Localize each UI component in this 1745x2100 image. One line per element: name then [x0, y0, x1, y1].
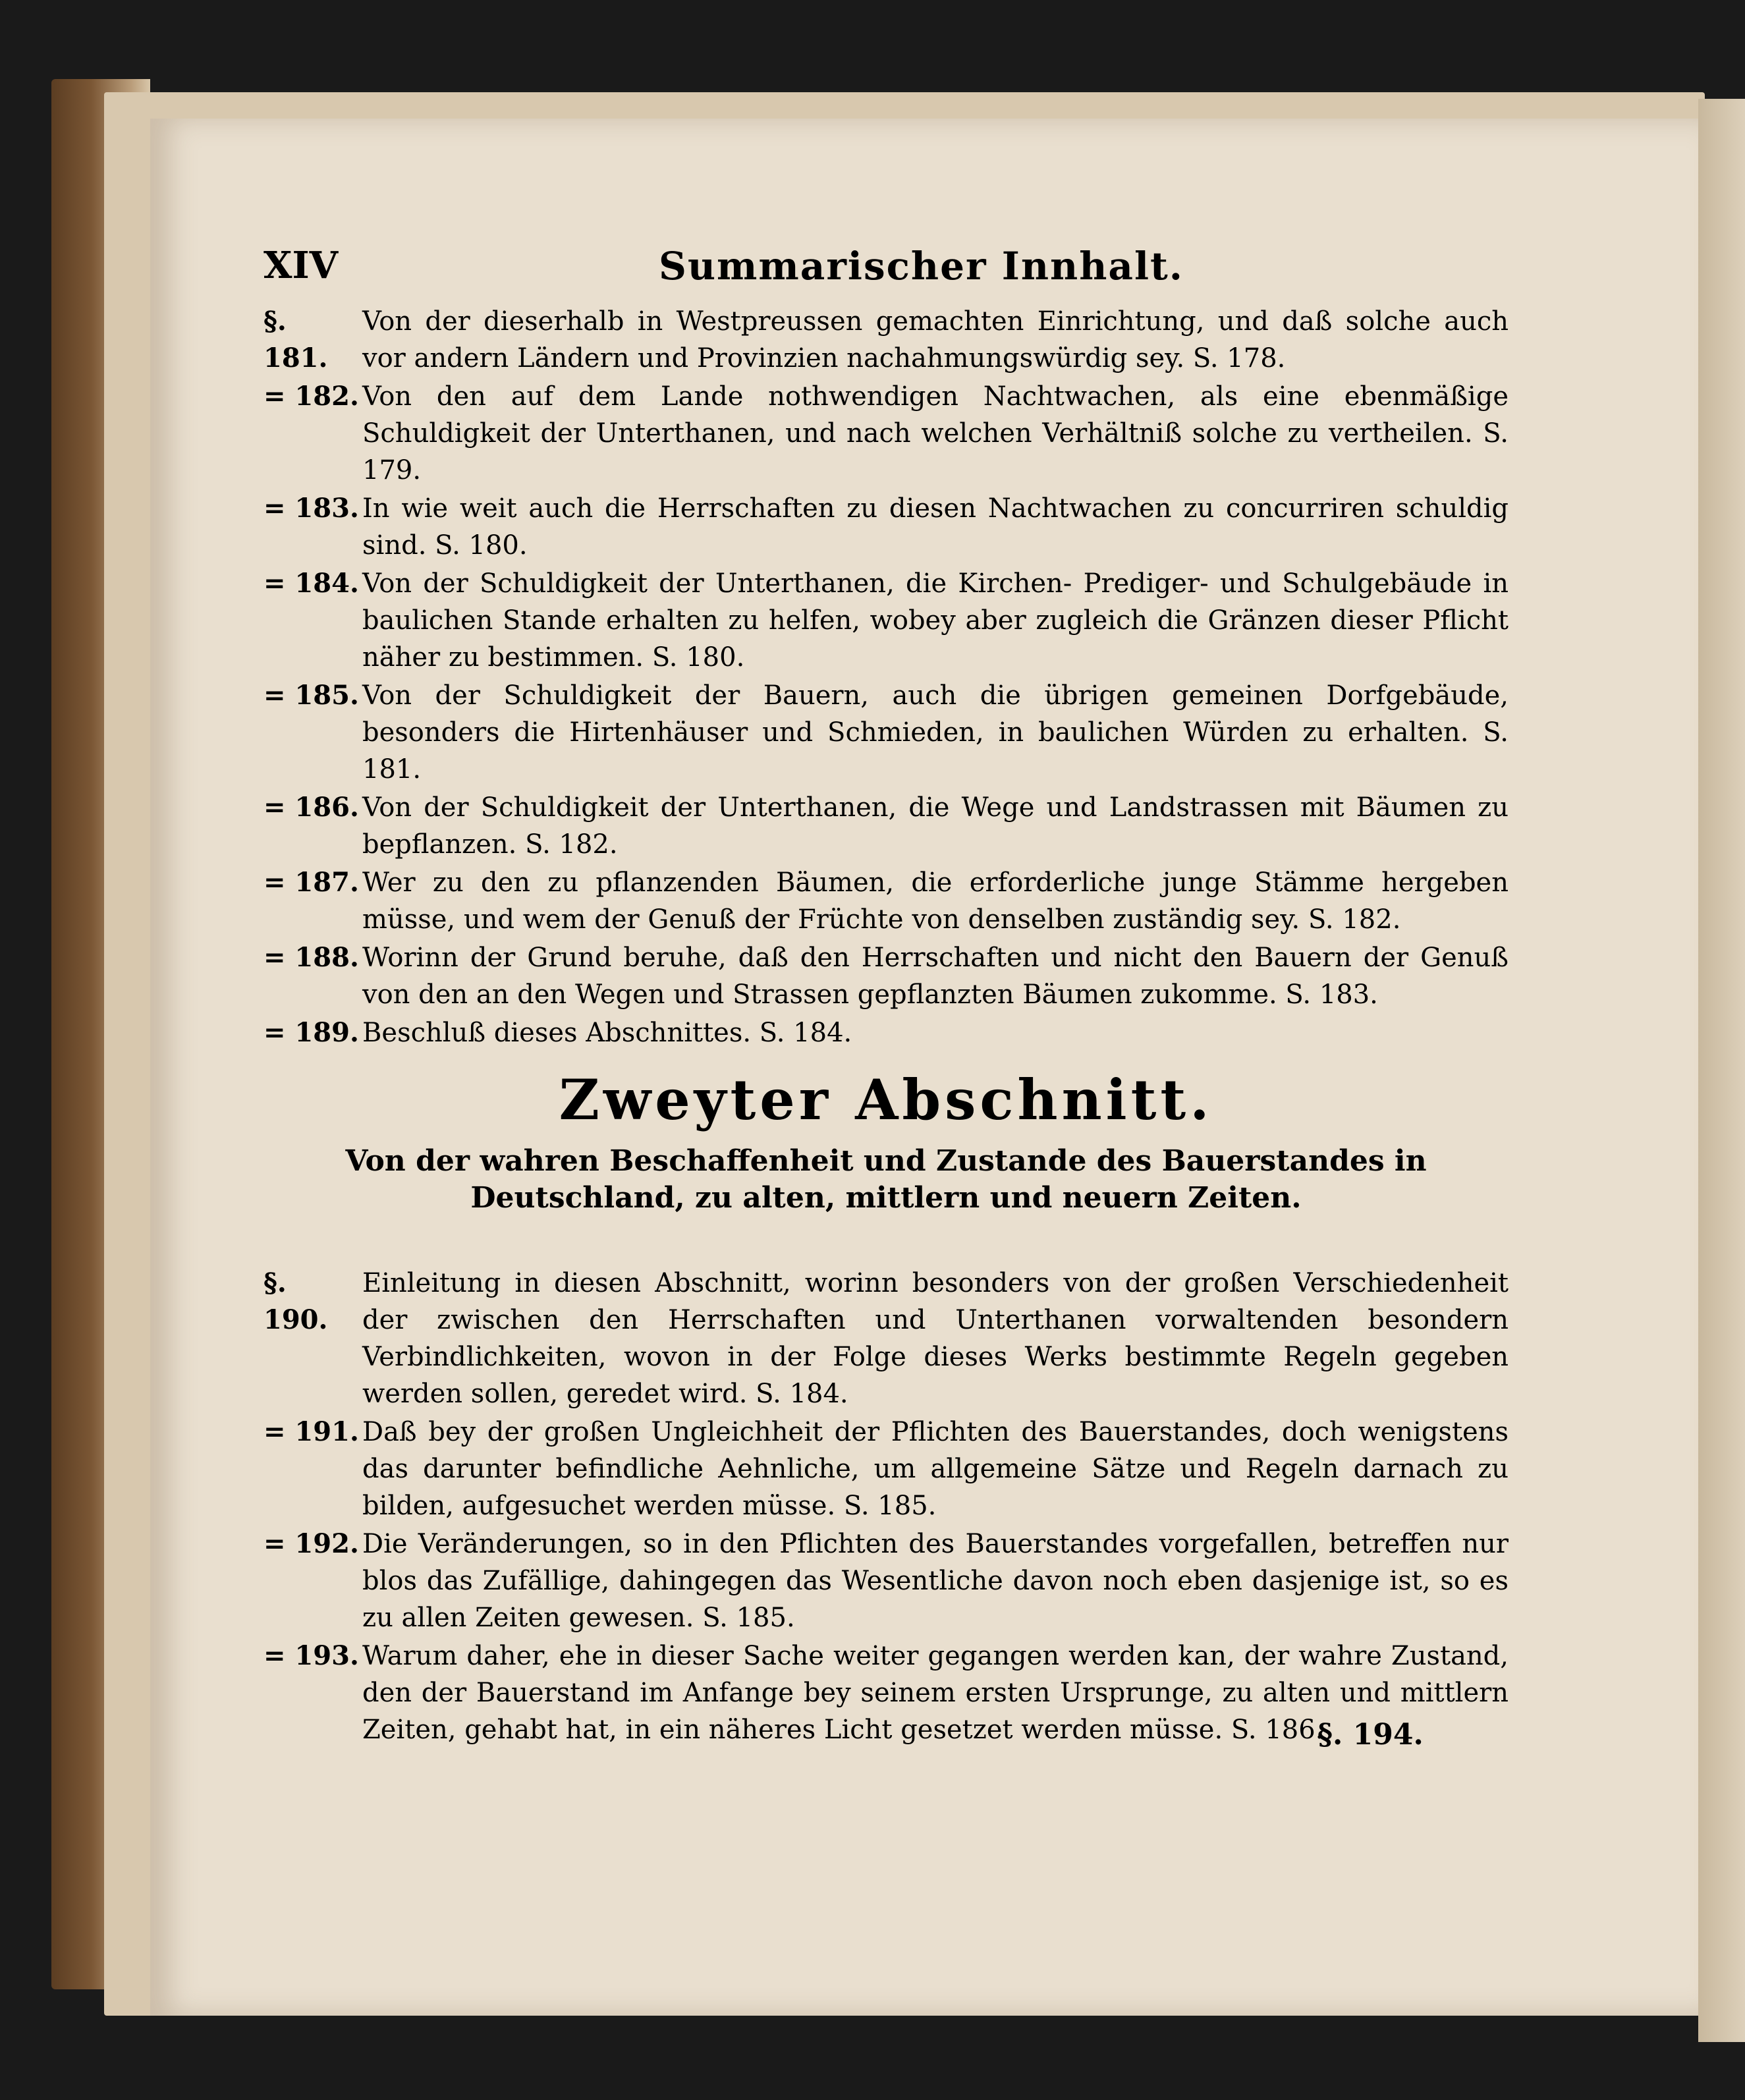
toc-entry: [263, 303, 1509, 377]
entry-text: Wer zu den zu pflanzenden Bäumen, die erforderliche junge Stämme hergeben müsse, und wem der Genuß der Früchte von denselben zuständig sey. S. 182.: [362, 868, 1509, 935]
entry-number: = 185.: [263, 680, 359, 711]
entry-number: = 183.: [263, 493, 359, 524]
entry-number: = 186.: [263, 792, 359, 823]
toc-entry: [263, 1414, 1509, 1524]
toc-entry: [263, 864, 1509, 938]
entry-number: = 193.: [263, 1640, 359, 1671]
entry-text: Daß bey der großen Ungleichheit der Pflichten des Bauerstandes, doch wenigstens das darunter befindliche Aehnliche, um allgemeine Sätze und Regeln darnach zu bilden, aufgesuchet werden müsse. S. 185.: [362, 1417, 1509, 1521]
running-title: Summarischer Innhalt.: [659, 244, 1184, 289]
entry-text: Beschluß dieses Abschnittes. S. 184.: [362, 1018, 852, 1048]
toc-entry: [263, 1526, 1509, 1636]
toc-entry: [263, 490, 1509, 564]
catchword: §. 194.: [1317, 1718, 1424, 1752]
entry-number: = 187.: [263, 867, 359, 898]
entry-text: Von der Schuldigkeit der Bauern, auch die übrigen gemeinen Dorfgebäude, besonders die Hirtenhäuser und Schmieden, in baulichen Würden zu erhalten. S. 181.: [362, 680, 1509, 785]
toc-entry: [263, 378, 1509, 489]
toc-entry: [263, 789, 1509, 863]
entry-text: Von der Schuldigkeit der Unterthanen, die Kirchen- Prediger- und Schulgebäude in baulichen Stande erhalten zu helfen, wobey aber zugleich die Gränzen dieser Pflicht näher zu bestimmen. S. 180.: [362, 568, 1509, 673]
entry-text: Einleitung in diesen Abschnitt, worinn besonders von der großen Verschiedenheit der zwischen den Herrschaften und Unterthanen vorwaltenden besondern Verbindlichkeiten, wovon in der Folge dieses Werks bestimmte Regeln gegeben werden sollen, geredet wird. S. 184.: [362, 1268, 1509, 1409]
toc-entry: [263, 939, 1509, 1013]
entry-text: Von der dieserhalb in Westpreussen gemachten Einrichtung, und daß solche auch vor andern Ländern und Provinzien nachahmungswürdig sey. S. 178.: [362, 306, 1509, 373]
entry-text: In wie weit auch die Herrschaften zu diesen Nachtwachen zu concurriren schuldig sind. S. 180.: [362, 493, 1509, 561]
entry-text: Von der Schuldigkeit der Unterthanen, die Wege und Landstrassen mit Bäumen zu bepflanzen. S. 182.: [362, 792, 1509, 860]
page-header: [263, 244, 1515, 296]
page-number: XIV: [263, 244, 339, 287]
entry-text: Warum daher, ehe in dieser Sache weiter gegangen werden kan, der wahre Zustand, den der Bauerstand im Anfange bey seinem ersten Ursprunge, zu alten und mittlern Zeiten, gehabt hat, in ein näheres Licht gesetzet werden müsse. S. 186.: [362, 1641, 1509, 1745]
entry-text: Die Veränderungen, so in den Pflichten des Bauerstandes vorgefallen, betreffen nur blos das Zufällige, dahingegen das Wesentliche davon noch eben dasjenige ist, so es zu allen Zeiten gewesen. S. 185.: [362, 1529, 1509, 1633]
toc-entry: [263, 677, 1509, 788]
entry-number: = 191.: [263, 1416, 359, 1447]
toc-entry: [263, 565, 1509, 676]
toc-entry: [263, 1014, 1509, 1051]
entry-number: = 189.: [263, 1017, 359, 1048]
entry-number: = 182.: [263, 381, 359, 412]
entry-number: §. 181.: [263, 306, 328, 373]
toc-entry: [263, 1265, 1509, 1412]
facing-page-edge: [1698, 99, 1745, 2042]
entry-number: = 192.: [263, 1528, 359, 1559]
section-heading: Zweyter Abschnitt.: [559, 1067, 1213, 1132]
entry-number: = 188.: [263, 942, 359, 973]
entry-number: = 184.: [263, 568, 359, 599]
entry-number: §. 190.: [263, 1267, 328, 1335]
entry-text: Von den auf dem Lande nothwendigen Nachtwachen, als eine ebenmäßige Schuldigkeit der Unterthanen, und nach welchen Verhältniß solche zu vertheilen. S. 179.: [362, 381, 1509, 485]
entry-list-part2: [263, 1265, 1509, 1750]
entry-text: Worinn der Grund beruhe, daß den Herrschaften und nicht den Bauern der Genuß von den an den Wegen und Strassen gepflanzten Bäumen zukomme. S. 183.: [362, 943, 1509, 1010]
entry-list-part1: [263, 303, 1509, 1053]
section-subtitle: Von der wahren Beschaffenheit und Zustande des Bauerstandes in Deutschland, zu alten, mittlern und neuern Zeiten.: [345, 1144, 1427, 1215]
